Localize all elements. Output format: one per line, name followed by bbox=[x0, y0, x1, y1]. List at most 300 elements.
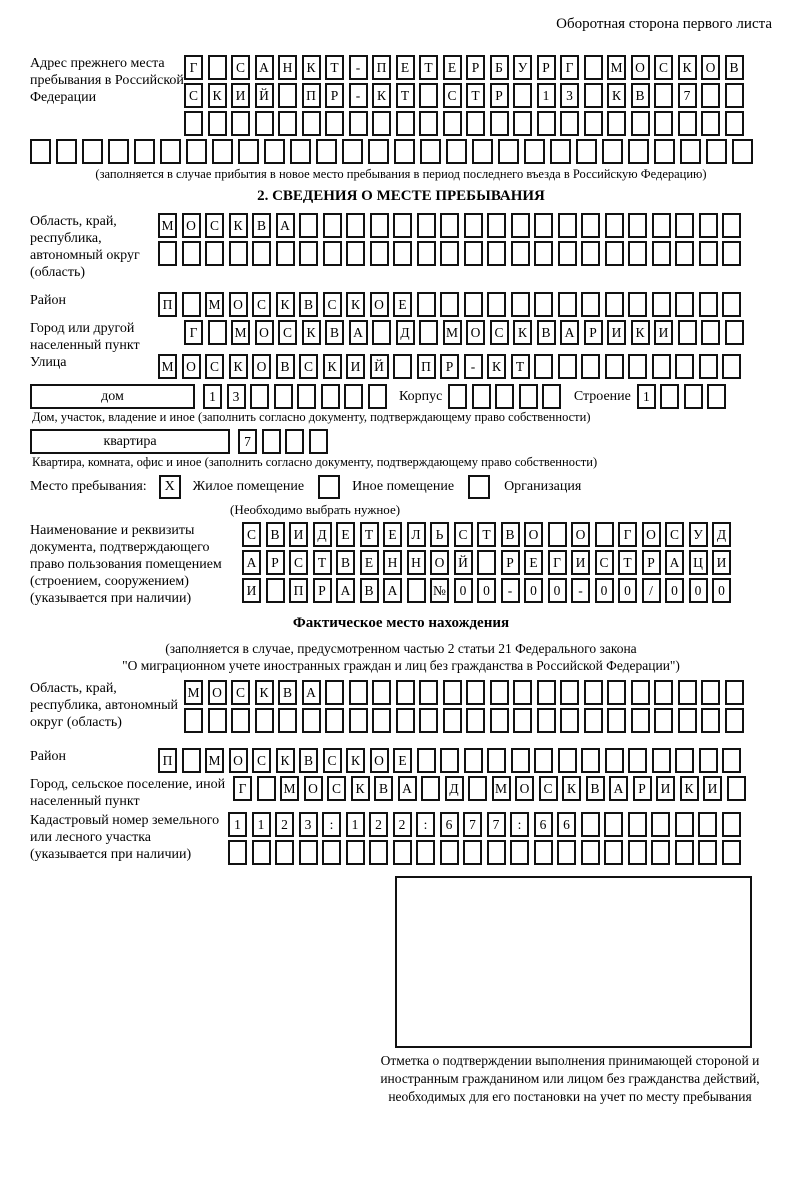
char-box bbox=[678, 708, 697, 733]
char-box bbox=[722, 748, 741, 773]
char-box bbox=[228, 840, 247, 865]
char-box: Н bbox=[407, 550, 426, 575]
char-box: Е bbox=[393, 748, 412, 773]
char-box: О bbox=[252, 354, 271, 379]
city2-row bbox=[233, 776, 750, 801]
char-box: 0 bbox=[524, 578, 543, 603]
char-box: О bbox=[208, 680, 227, 705]
char-box bbox=[534, 748, 553, 773]
city2-label: Город, сельское поселение, иной населенный пункт bbox=[30, 777, 226, 809]
char-box bbox=[675, 354, 694, 379]
char-box: Т bbox=[313, 550, 332, 575]
char-box bbox=[534, 213, 553, 238]
char-box: И bbox=[231, 83, 250, 108]
char-box: С bbox=[595, 550, 614, 575]
char-box: С bbox=[205, 213, 224, 238]
char-box bbox=[299, 213, 318, 238]
char-box: Т bbox=[618, 550, 637, 575]
char-box bbox=[252, 840, 271, 865]
char-box bbox=[722, 292, 741, 317]
char-box: Д bbox=[712, 522, 731, 547]
char-box: К bbox=[208, 83, 227, 108]
char-box bbox=[675, 241, 694, 266]
char-box: В bbox=[537, 320, 556, 345]
char-box bbox=[628, 139, 649, 164]
char-box: И bbox=[242, 578, 261, 603]
char-box: Т bbox=[396, 83, 415, 108]
char-box: М bbox=[158, 213, 177, 238]
char-box: Ь bbox=[430, 522, 449, 547]
char-box: В bbox=[586, 776, 605, 801]
char-box bbox=[278, 708, 297, 733]
char-box: В bbox=[278, 680, 297, 705]
char-box bbox=[607, 111, 626, 136]
char-box bbox=[274, 384, 293, 409]
char-box bbox=[302, 708, 321, 733]
char-box bbox=[675, 840, 694, 865]
char-box bbox=[297, 384, 316, 409]
char-box bbox=[654, 139, 675, 164]
char-box: В bbox=[276, 354, 295, 379]
char-box: С bbox=[654, 55, 673, 80]
house-caption: Дом, участок, владение и иное (заполнить согласно документу, подтверждающему право собственности) bbox=[32, 410, 591, 424]
char-box bbox=[628, 354, 647, 379]
char-box: М bbox=[231, 320, 250, 345]
char-box bbox=[706, 139, 727, 164]
char-box: - bbox=[349, 83, 368, 108]
char-box: 7 bbox=[678, 83, 697, 108]
char-box: Т bbox=[466, 83, 485, 108]
char-box: Е bbox=[383, 522, 402, 547]
char-box: 0 bbox=[689, 578, 708, 603]
char-box bbox=[231, 708, 250, 733]
char-box bbox=[628, 812, 647, 837]
char-box bbox=[495, 384, 514, 409]
char-box bbox=[701, 320, 720, 345]
char-box: К bbox=[678, 55, 697, 80]
char-box: О bbox=[229, 292, 248, 317]
confirmation-mark-caption: Отметка о подтверждении выполнения принимающей стороной и иностранным гражданином или лицом без гражданства действий, необходимых для его постановки на учет по месту пребывания bbox=[380, 1053, 760, 1104]
city-label: Город или другой населенный пункт bbox=[30, 321, 140, 353]
char-box bbox=[558, 292, 577, 317]
char-box bbox=[472, 384, 491, 409]
char-box bbox=[675, 213, 694, 238]
char-box: С bbox=[252, 292, 271, 317]
char-box bbox=[602, 139, 623, 164]
char-box: 3 bbox=[227, 384, 246, 409]
char-box bbox=[443, 708, 462, 733]
char-box bbox=[184, 111, 203, 136]
char-box: П bbox=[417, 354, 436, 379]
char-box bbox=[584, 708, 603, 733]
char-box bbox=[419, 320, 438, 345]
char-box bbox=[534, 292, 553, 317]
char-box bbox=[698, 840, 717, 865]
char-box bbox=[722, 840, 741, 865]
char-box: А bbox=[255, 55, 274, 80]
char-box bbox=[513, 83, 532, 108]
char-box bbox=[370, 241, 389, 266]
char-box bbox=[605, 241, 624, 266]
char-box: Б bbox=[490, 55, 509, 80]
char-box: П bbox=[158, 748, 177, 773]
char-box: Р bbox=[584, 320, 603, 345]
char-box bbox=[393, 241, 412, 266]
char-box bbox=[519, 384, 538, 409]
checkbox-other-premises bbox=[318, 475, 340, 499]
char-box bbox=[463, 840, 482, 865]
char-box: - bbox=[571, 578, 590, 603]
district-label: Район bbox=[30, 293, 66, 308]
char-box: И bbox=[607, 320, 626, 345]
char-box: - bbox=[349, 55, 368, 80]
char-box bbox=[250, 384, 269, 409]
char-box: 0 bbox=[618, 578, 637, 603]
document-row3 bbox=[242, 578, 736, 603]
char-box bbox=[417, 213, 436, 238]
char-box bbox=[628, 748, 647, 773]
char-box: Р bbox=[490, 83, 509, 108]
char-box bbox=[631, 680, 650, 705]
char-box bbox=[652, 292, 671, 317]
char-box bbox=[466, 111, 485, 136]
char-box: В bbox=[299, 292, 318, 317]
char-box bbox=[511, 241, 530, 266]
char-box bbox=[299, 840, 318, 865]
char-box: Ц bbox=[689, 550, 708, 575]
char-box: Е bbox=[396, 55, 415, 80]
char-box bbox=[511, 213, 530, 238]
char-box: Д bbox=[313, 522, 332, 547]
char-box: В bbox=[266, 522, 285, 547]
char-box: Т bbox=[511, 354, 530, 379]
prev-address-row2 bbox=[184, 83, 748, 108]
char-box: Л bbox=[407, 522, 426, 547]
char-box bbox=[652, 241, 671, 266]
char-box bbox=[266, 578, 285, 603]
char-box bbox=[524, 139, 545, 164]
char-box bbox=[184, 708, 203, 733]
char-box: М bbox=[492, 776, 511, 801]
char-box bbox=[604, 840, 623, 865]
char-box: К bbox=[276, 748, 295, 773]
char-box: О bbox=[370, 748, 389, 773]
char-box bbox=[393, 840, 412, 865]
char-box: И bbox=[654, 320, 673, 345]
char-box bbox=[56, 139, 77, 164]
char-box: 1 bbox=[228, 812, 247, 837]
char-box bbox=[487, 213, 506, 238]
char-box bbox=[725, 111, 744, 136]
char-box: П bbox=[302, 83, 321, 108]
char-box: А bbox=[336, 578, 355, 603]
char-box: К bbox=[276, 292, 295, 317]
char-box: К bbox=[302, 55, 321, 80]
char-box: К bbox=[351, 776, 370, 801]
char-box bbox=[278, 83, 297, 108]
district2-row bbox=[158, 748, 746, 773]
char-box bbox=[238, 139, 259, 164]
char-box bbox=[349, 111, 368, 136]
char-box: № bbox=[430, 578, 449, 603]
char-box bbox=[208, 708, 227, 733]
char-box bbox=[558, 213, 577, 238]
char-box bbox=[416, 840, 435, 865]
char-box bbox=[255, 708, 274, 733]
char-box: С bbox=[490, 320, 509, 345]
char-box: С bbox=[278, 320, 297, 345]
char-box bbox=[542, 384, 561, 409]
document-field bbox=[30, 522, 772, 607]
char-box: К bbox=[255, 680, 274, 705]
char-box: А bbox=[276, 213, 295, 238]
city-field bbox=[30, 320, 772, 354]
char-box bbox=[393, 213, 412, 238]
char-box: 1 bbox=[203, 384, 222, 409]
char-box: Н bbox=[278, 55, 297, 80]
char-box bbox=[440, 748, 459, 773]
char-box bbox=[699, 213, 718, 238]
district-row bbox=[158, 292, 746, 317]
char-box: М bbox=[158, 354, 177, 379]
stay-option-residential: Жилое помещение bbox=[192, 479, 305, 494]
char-box: А bbox=[609, 776, 628, 801]
char-box bbox=[316, 139, 337, 164]
char-box bbox=[537, 680, 556, 705]
char-box: Г bbox=[184, 55, 203, 80]
char-box bbox=[537, 111, 556, 136]
document-row1 bbox=[242, 522, 736, 547]
char-box: П bbox=[158, 292, 177, 317]
char-box: С bbox=[205, 354, 224, 379]
char-box bbox=[584, 55, 603, 80]
char-box: - bbox=[501, 578, 520, 603]
char-box: Т bbox=[360, 522, 379, 547]
char-box bbox=[264, 139, 285, 164]
char-box bbox=[182, 748, 201, 773]
char-box bbox=[628, 840, 647, 865]
char-box: Т bbox=[419, 55, 438, 80]
char-box: : bbox=[510, 812, 529, 837]
char-box: Р bbox=[642, 550, 661, 575]
char-box: С bbox=[242, 522, 261, 547]
char-box bbox=[466, 708, 485, 733]
char-box: Й bbox=[370, 354, 389, 379]
region2-field bbox=[30, 680, 772, 736]
char-box bbox=[550, 139, 571, 164]
char-box: 2 bbox=[369, 812, 388, 837]
char-box bbox=[440, 241, 459, 266]
char-box bbox=[443, 680, 462, 705]
apartment-type-box: квартира bbox=[30, 429, 230, 454]
region-boxes bbox=[158, 213, 746, 269]
char-box bbox=[369, 840, 388, 865]
char-box: Г bbox=[233, 776, 252, 801]
char-box bbox=[407, 578, 426, 603]
char-box bbox=[440, 840, 459, 865]
char-box: М bbox=[184, 680, 203, 705]
char-box: 7 bbox=[463, 812, 482, 837]
char-box bbox=[631, 111, 650, 136]
char-box bbox=[464, 292, 483, 317]
char-box: М bbox=[280, 776, 299, 801]
char-box bbox=[699, 354, 718, 379]
char-box: 3 bbox=[560, 83, 579, 108]
char-box: С bbox=[323, 748, 342, 773]
char-box: К bbox=[346, 748, 365, 773]
char-box bbox=[660, 384, 679, 409]
char-box: О bbox=[255, 320, 274, 345]
prev-address-note: (заполняется в случае прибытия в новое место пребывания в период последнего въезда в Российскую Федерацию) bbox=[95, 167, 707, 181]
char-box: Й bbox=[454, 550, 473, 575]
char-box: В bbox=[325, 320, 344, 345]
actual-location-note2: "О миграционном учете иностранных граждан и лиц без гражданства в Российской Федерации") bbox=[122, 658, 680, 673]
char-box: А bbox=[560, 320, 579, 345]
char-box bbox=[212, 139, 233, 164]
char-box bbox=[82, 139, 103, 164]
char-box bbox=[725, 320, 744, 345]
char-box bbox=[581, 812, 600, 837]
char-box bbox=[487, 241, 506, 266]
char-box bbox=[417, 748, 436, 773]
char-box: С bbox=[289, 550, 308, 575]
char-box bbox=[605, 354, 624, 379]
char-box bbox=[396, 111, 415, 136]
char-box: К bbox=[680, 776, 699, 801]
char-box bbox=[652, 748, 671, 773]
street-label: Улица bbox=[30, 355, 67, 370]
house-field bbox=[30, 384, 772, 409]
section2-title: 2. СВЕДЕНИЯ О МЕСТЕ ПРЕБЫВАНИЯ bbox=[257, 188, 545, 204]
char-box bbox=[595, 522, 614, 547]
char-box: К bbox=[346, 292, 365, 317]
char-box bbox=[607, 680, 626, 705]
char-box: И bbox=[703, 776, 722, 801]
stay-option-other-premises: Иное помещение bbox=[352, 479, 455, 494]
char-box bbox=[581, 213, 600, 238]
district-field bbox=[30, 292, 772, 320]
region-row1 bbox=[158, 213, 746, 238]
checkbox-organization bbox=[468, 475, 490, 499]
char-box: К bbox=[229, 354, 248, 379]
confirmation-mark-box bbox=[395, 876, 752, 1048]
char-box bbox=[558, 354, 577, 379]
char-box: 6 bbox=[557, 812, 576, 837]
char-box bbox=[262, 429, 281, 454]
char-box: Д bbox=[445, 776, 464, 801]
char-box bbox=[440, 292, 459, 317]
apartment-caption: Квартира, комната, офис и иное (заполнить согласно документу, подтверждающему право собственности) bbox=[32, 455, 598, 469]
region2-row2 bbox=[184, 708, 748, 733]
char-box: 1 bbox=[346, 812, 365, 837]
char-box bbox=[208, 320, 227, 345]
char-box: Р bbox=[501, 550, 520, 575]
char-box: Г bbox=[184, 320, 203, 345]
char-box: 0 bbox=[477, 578, 496, 603]
district2-field bbox=[30, 748, 772, 776]
char-box bbox=[370, 213, 389, 238]
char-box: Р bbox=[466, 55, 485, 80]
char-box bbox=[255, 111, 274, 136]
char-box bbox=[654, 83, 673, 108]
char-box bbox=[490, 708, 509, 733]
char-box bbox=[302, 111, 321, 136]
char-box: И bbox=[289, 522, 308, 547]
char-box: Р bbox=[633, 776, 652, 801]
char-box: Е bbox=[443, 55, 462, 80]
char-box bbox=[722, 241, 741, 266]
char-box: Р bbox=[313, 578, 332, 603]
char-box: И bbox=[712, 550, 731, 575]
char-box bbox=[464, 213, 483, 238]
char-box bbox=[309, 429, 328, 454]
char-box: К bbox=[607, 83, 626, 108]
char-box: - bbox=[464, 354, 483, 379]
char-box: И bbox=[656, 776, 675, 801]
char-box: О bbox=[304, 776, 323, 801]
prev-address-field bbox=[30, 55, 772, 139]
document-label: Наименование и реквизиты документа, подтверждающего право пользования помещением (строением, сооружением) (указывается при наличии) bbox=[30, 523, 222, 606]
stroenie-label: Строение bbox=[573, 389, 631, 404]
char-box bbox=[393, 354, 412, 379]
char-box bbox=[558, 241, 577, 266]
char-box bbox=[325, 708, 344, 733]
char-box bbox=[231, 111, 250, 136]
region2-label: Область, край, республика, автономный округ (область) bbox=[30, 681, 179, 730]
char-box bbox=[584, 83, 603, 108]
char-box bbox=[584, 680, 603, 705]
char-box bbox=[511, 748, 530, 773]
prev-address-row3 bbox=[184, 111, 748, 136]
actual-location-note1: (заполняется в случае, предусмотренном частью 2 статьи 21 Федерального закона bbox=[165, 641, 637, 656]
char-box bbox=[722, 812, 741, 837]
char-box bbox=[372, 680, 391, 705]
cadastral-field bbox=[30, 812, 772, 868]
char-box bbox=[440, 213, 459, 238]
char-box: К bbox=[562, 776, 581, 801]
char-box: : bbox=[416, 812, 435, 837]
char-box bbox=[252, 241, 271, 266]
char-box: Д bbox=[396, 320, 415, 345]
char-box: У bbox=[689, 522, 708, 547]
char-box bbox=[513, 680, 532, 705]
korpus-boxes bbox=[448, 384, 566, 401]
char-box: 0 bbox=[595, 578, 614, 603]
char-box bbox=[558, 748, 577, 773]
char-box: М bbox=[205, 292, 224, 317]
char-box: М bbox=[607, 55, 626, 80]
char-box bbox=[490, 680, 509, 705]
char-box bbox=[468, 776, 487, 801]
char-box bbox=[701, 680, 720, 705]
region2-boxes bbox=[184, 680, 748, 736]
char-box: С bbox=[231, 55, 250, 80]
char-box: Р bbox=[266, 550, 285, 575]
char-box bbox=[678, 111, 697, 136]
char-box bbox=[722, 213, 741, 238]
char-box: С bbox=[665, 522, 684, 547]
char-box: В bbox=[252, 213, 271, 238]
char-box bbox=[487, 292, 506, 317]
char-box bbox=[576, 139, 597, 164]
char-box bbox=[654, 111, 673, 136]
char-box bbox=[396, 680, 415, 705]
document-boxes bbox=[242, 522, 736, 606]
char-box: А bbox=[665, 550, 684, 575]
char-box bbox=[290, 139, 311, 164]
char-box bbox=[651, 812, 670, 837]
char-box bbox=[323, 213, 342, 238]
